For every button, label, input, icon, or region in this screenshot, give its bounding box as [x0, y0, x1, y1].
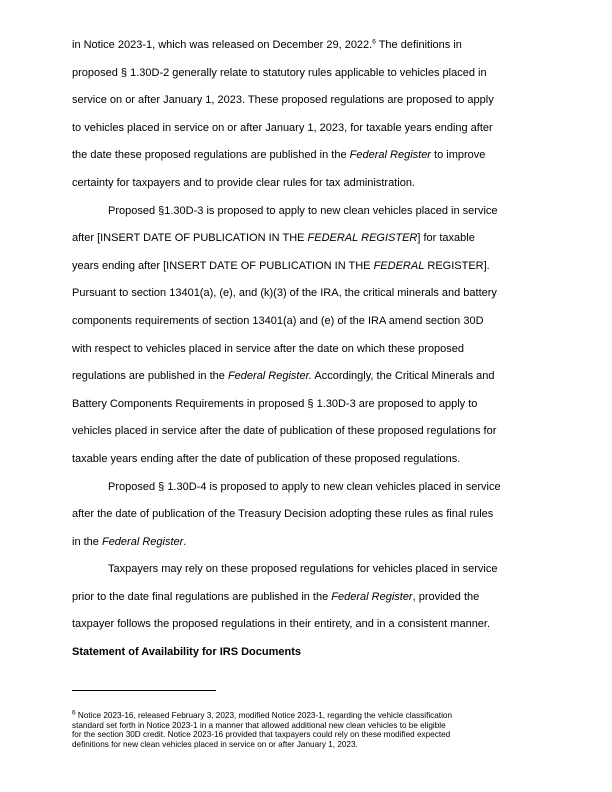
text-line	[72, 556, 540, 584]
footnote-reference: 6	[372, 38, 376, 46]
text-segment: prior to the date final regulations are published in the	[72, 590, 332, 603]
text-segment: .	[183, 535, 187, 548]
text-line	[72, 611, 540, 639]
text-line	[72, 170, 540, 198]
text-segment: with respect to vehicles placed in service after the date on which these proposed	[72, 342, 464, 355]
text-line	[72, 336, 540, 364]
text-segment: taxable years ending after the date of publication of these proposed regulations.	[72, 452, 461, 465]
text-line	[72, 87, 540, 115]
italic-text: Federal Register	[349, 149, 431, 162]
text-segment: regulations are published in the	[72, 370, 228, 383]
italic-text: FEDERAL	[373, 259, 425, 272]
text-line	[72, 225, 540, 253]
text-segment: service on or after January 1, 2023. These proposed regulations are proposed to apply	[72, 94, 494, 107]
text-line	[72, 280, 540, 308]
text-segment: Taxpayers may rely on these proposed regulations for vehicles placed in service	[108, 563, 498, 576]
text-line	[72, 474, 540, 502]
text-segment: The definitions in	[375, 39, 462, 51]
footnote-line	[72, 740, 542, 750]
text-segment: definitions for new clean vehicles placed in service on or after January 1, 2023.	[72, 739, 358, 749]
text-line	[72, 60, 540, 88]
text-line	[72, 501, 540, 529]
footnote-line	[72, 721, 542, 731]
text-segment: to improve	[430, 149, 486, 162]
text-line	[72, 253, 540, 281]
text-segment: standard set forth in Notice 2023-1 in a manner that allowed additional new clean vehicles to be eligible	[72, 720, 446, 730]
text-line	[72, 198, 540, 226]
text-segment: after the date of publication of the Treasury Decision adopting these rules as final rules	[72, 508, 494, 521]
footnote-reference: 6	[72, 709, 76, 717]
text-segment: years ending after [INSERT DATE OF PUBLICATION IN THE	[72, 259, 374, 272]
text-segment: , provided the	[412, 590, 480, 603]
text-segment: Statement of Availability for IRS Documents	[72, 646, 302, 659]
text-line	[72, 32, 540, 60]
footnote-separator	[72, 690, 216, 691]
text-line	[72, 308, 540, 336]
text-segment: taxpayer follows the proposed regulations in their entirety, and in a consistent manner.	[72, 618, 491, 631]
text-line	[72, 446, 540, 474]
text-segment: Notice 2023-16, released February 3, 2023, modified Notice 2023-1, regarding the vehicle classification	[75, 711, 453, 720]
text-segment: to vehicles placed in service on or after January 1, 2023, for taxable years ending after	[72, 121, 493, 134]
text-line	[72, 115, 540, 143]
text-segment: Pursuant to section 13401(a), (e), and (k)(3) of the IRA, the critical minerals and battery	[72, 287, 497, 300]
italic-text: Federal Register	[101, 535, 184, 548]
text-segment: Accordingly, the Critical Minerals and	[311, 370, 495, 383]
text-line	[72, 584, 540, 612]
text-line	[72, 391, 540, 419]
text-segment: REGISTER].	[424, 259, 490, 272]
italic-text: Federal Register	[331, 590, 413, 603]
text-line	[72, 142, 540, 170]
text-segment: ] for taxable	[417, 232, 475, 245]
text-line	[72, 363, 540, 391]
section-heading	[72, 639, 540, 667]
text-segment: Proposed § 1.30D-4 is proposed to apply to new clean vehicles placed in service	[108, 480, 501, 493]
footnote-line	[72, 711, 542, 721]
text-segment: components requirements of section 13401(a) and (e) of the IRA amend section 30D	[72, 314, 484, 327]
italic-text: Federal Register.	[227, 370, 312, 383]
text-segment: after [INSERT DATE OF PUBLICATION IN THE	[72, 232, 308, 245]
text-segment: the date these proposed regulations are published in the	[72, 149, 350, 162]
text-line	[72, 529, 540, 557]
text-segment: in Notice 2023-1, which was released on December 29, 2022.	[72, 39, 373, 51]
text-line	[72, 418, 540, 446]
text-segment: proposed § 1.30D-2 generally relate to statutory rules applicable to vehicles placed in	[72, 66, 487, 79]
text-segment: certainty for taxpayers and to provide clear rules for tax administration.	[72, 176, 415, 189]
document-body	[72, 32, 540, 667]
footnote-line	[72, 730, 542, 740]
footnote-area	[72, 711, 542, 749]
italic-text: FEDERAL REGISTER	[307, 232, 418, 245]
text-segment: Proposed §1.30D-3 is proposed to apply to new clean vehicles placed in service	[108, 204, 498, 217]
text-segment: in the	[72, 535, 102, 548]
text-segment: vehicles placed in service after the date of publication of these proposed regulations for	[72, 425, 497, 438]
text-segment: for the section 30D credit. Notice 2023-16 provided that taxpayers could rely on these modified expected	[72, 730, 451, 740]
text-segment: Battery Components Requirements in proposed § 1.30D-3 are proposed to apply to	[72, 397, 478, 410]
